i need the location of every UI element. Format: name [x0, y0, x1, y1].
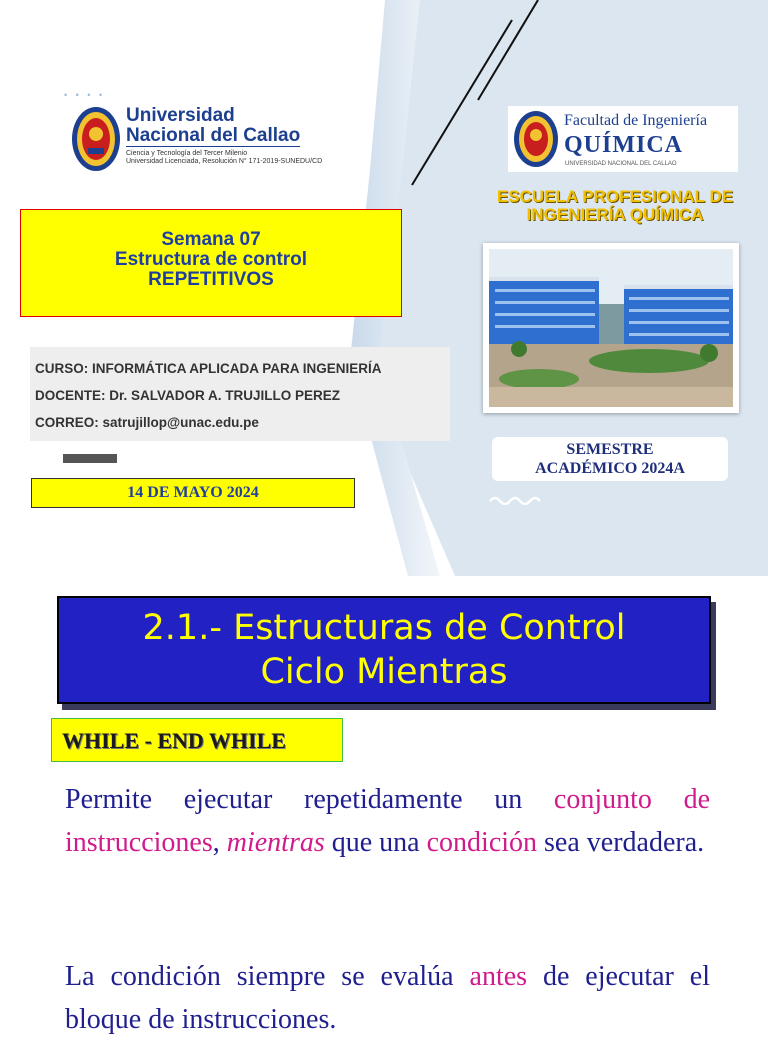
fiq-name: QUÍMICA [564, 132, 683, 158]
evaluation-paragraph [65, 955, 710, 1041]
date-box: 14 DE MAYO 2024 [31, 478, 355, 508]
para2-text-a: La condición siempre se evalúa [65, 961, 470, 992]
topic-subtitle: REPETITIVOS [148, 269, 274, 290]
unac-name-line1: Universidad [126, 105, 235, 126]
unac-seal-icon [70, 104, 122, 174]
semester-badge [492, 437, 728, 481]
unac-logo [70, 100, 340, 180]
semester-line1: SEMESTRE [566, 441, 654, 458]
decorative-dots: • • • • [64, 90, 106, 100]
description-paragraph [65, 778, 710, 864]
section-title: 2.1.- Estructuras de Control [142, 608, 626, 648]
week-label: Semana 07 [161, 229, 261, 250]
section-subtitle: Ciclo Mientras [260, 652, 508, 692]
wave-icon [488, 493, 548, 505]
school-title [470, 188, 760, 224]
course-info-box [30, 347, 450, 441]
para1-highlight-condicion: condición [426, 827, 538, 858]
para1-text-c: que una [324, 827, 427, 858]
teacher-line: DOCENTE: Dr. SALVADOR A. TRUJILLO PEREZ [35, 388, 341, 403]
semester-line2: ACADÉMICO 2024A [535, 460, 685, 477]
unac-resolution: Universidad Licenciada, Resolución N° 171-2019-SUNEDU/CD [126, 158, 323, 165]
course-line: CURSO: INFORMÁTICA APLICADA PARA INGENIERÍA [35, 361, 382, 376]
unac-name-line2: Nacional del Callao [126, 125, 301, 146]
para2-highlight-antes: antes [469, 961, 528, 992]
para1-text-b: , [212, 827, 227, 858]
divider-bar [63, 454, 117, 463]
email-line: CORREO: satrujillop@unac.edu.pe [35, 415, 259, 430]
school-title-line2: INGENIERÍA QUÍMICA [526, 205, 704, 224]
para1-text-d: sea verdadera. [537, 827, 705, 858]
para2-text-b: de ejecutar el bloque de instrucciones. [65, 961, 710, 1035]
school-title-line1: ESCUELA PROFESIONAL DE [496, 187, 734, 206]
fiq-faculty: Facultad de Ingeniería [564, 112, 708, 129]
topic-label: Estructura de control [114, 249, 308, 270]
campus-image [489, 249, 733, 407]
para1-highlight-mientras: mientras [226, 827, 325, 858]
campus-photo [483, 243, 739, 413]
while-label-box: WHILE - END WHILE [51, 718, 343, 762]
unac-tagline: Ciencia y Tecnología del Tercer Milenio [126, 150, 248, 157]
fiq-logo [508, 106, 738, 172]
para1-text-a: Permite ejecutar repetidamente un [65, 784, 554, 815]
para1-highlight-conjunto: conjunto de instrucciones [65, 784, 710, 858]
section-header [57, 596, 711, 704]
fiq-university: UNIVERSIDAD NACIONAL DEL CALLAO [565, 161, 677, 167]
fiq-seal-icon [512, 109, 560, 169]
week-title-box [20, 209, 402, 317]
